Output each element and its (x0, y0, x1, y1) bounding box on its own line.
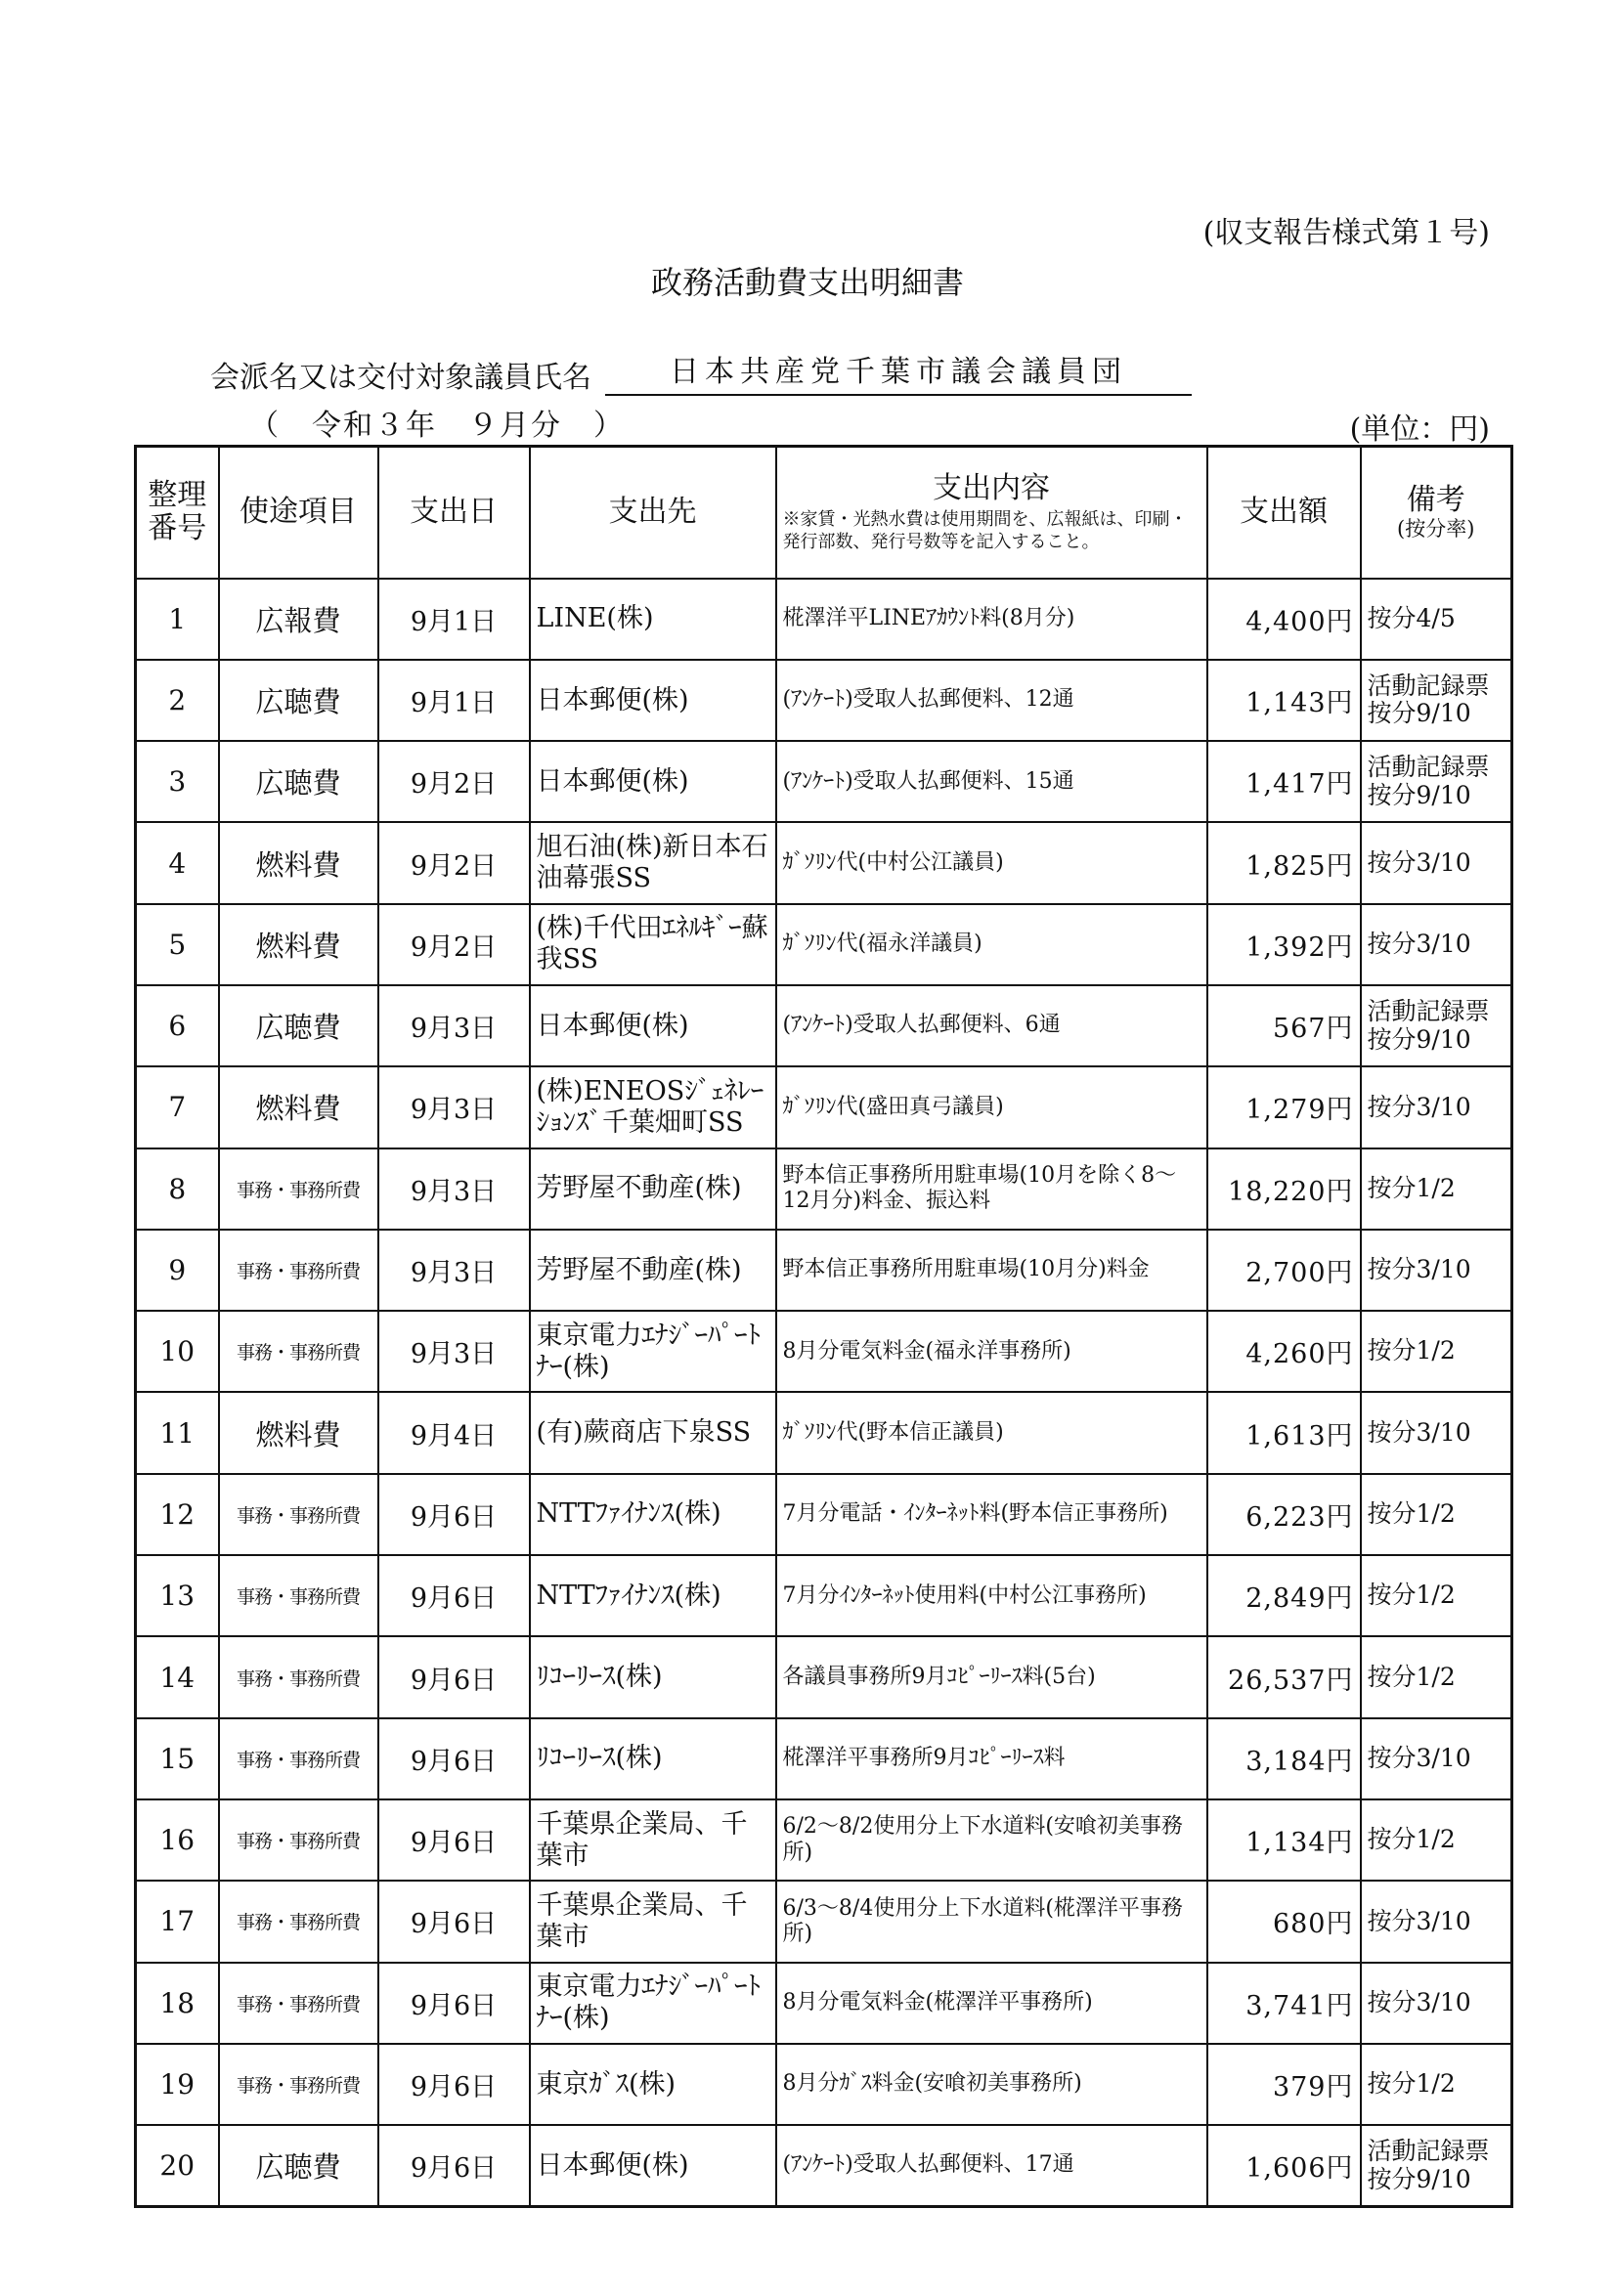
table-row (136, 1636, 1512, 1717)
row-remarks: 按分3/10 (1361, 1230, 1512, 1311)
row-content: ｶﾞｿﾘﾝ代(福永洋議員) (776, 904, 1207, 985)
col-header-remarks-label: 備考 (1406, 482, 1465, 517)
row-number: 13 (136, 1555, 219, 1636)
row-payee: 千葉県企業局、千葉市 (530, 1881, 776, 1962)
row-amount: 1,825円 (1207, 822, 1361, 903)
expense-table (134, 445, 1513, 2208)
row-content: 野本信正事務所用駐車場(10月分)料金 (776, 1230, 1207, 1311)
table-row (136, 1148, 1512, 1230)
col-header-content-label: 支出内容 (933, 470, 1050, 505)
table-row (136, 1392, 1512, 1473)
row-category: 事務・事務所費 (219, 1474, 378, 1555)
row-content: ｶﾞｿﾘﾝ代(中村公江議員) (776, 822, 1207, 903)
table-row (136, 904, 1512, 985)
row-date: 9月6日 (378, 1963, 530, 2044)
row-category: 事務・事務所費 (219, 1881, 378, 1962)
row-category: 事務・事務所費 (219, 1963, 378, 2044)
row-payee: 東京電力ｴﾅｼﾞｰﾊﾟｰﾄﾅｰ(株) (530, 1963, 776, 2044)
row-amount: 6,223円 (1207, 1474, 1361, 1555)
row-date: 9月1日 (378, 579, 530, 660)
row-content: 7月分ｲﾝﾀｰﾈｯﾄ使用料(中村公江事務所) (776, 1555, 1207, 1636)
row-number: 19 (136, 2044, 219, 2125)
currency-unit: (単位：円) (1349, 412, 1490, 447)
col-header-amount: 支出額 (1207, 447, 1361, 579)
row-remarks: 按分1/2 (1361, 1148, 1512, 1230)
row-amount: 1,134円 (1207, 1799, 1361, 1881)
row-number: 10 (136, 1311, 219, 1392)
table-row (136, 822, 1512, 903)
table-row (136, 1963, 1512, 2044)
row-content: 椛澤洋平LINEｱｶｳﾝﾄ料(8月分) (776, 579, 1207, 660)
row-date: 9月6日 (378, 2125, 530, 2206)
row-category: 事務・事務所費 (219, 1148, 378, 1230)
row-amount: 1,417円 (1207, 741, 1361, 822)
row-number: 2 (136, 660, 219, 741)
row-content: (ｱﾝｹｰﾄ)受取人払郵便料、15通 (776, 741, 1207, 822)
row-number: 20 (136, 2125, 219, 2206)
row-number: 9 (136, 1230, 219, 1311)
row-date: 9月2日 (378, 822, 530, 903)
row-payee: 千葉県企業局、千葉市 (530, 1799, 776, 1881)
table-row (136, 579, 1512, 660)
row-category: 広聴費 (219, 660, 378, 741)
row-remarks: 按分1/2 (1361, 1555, 1512, 1636)
row-category: 燃料費 (219, 822, 378, 903)
row-remarks: 按分1/2 (1361, 2044, 1512, 2125)
report-period: （ 令和３年 ９月分 ） (249, 409, 625, 443)
row-number: 16 (136, 1799, 219, 1881)
row-amount: 2,849円 (1207, 1555, 1361, 1636)
row-amount: 1,279円 (1207, 1066, 1361, 1148)
row-category: 事務・事務所費 (219, 1311, 378, 1392)
row-date: 9月6日 (378, 1718, 530, 1799)
row-category: 事務・事務所費 (219, 1555, 378, 1636)
table-row (136, 1799, 1512, 1881)
row-date: 9月6日 (378, 1636, 530, 1717)
row-content: ｶﾞｿﾘﾝ代(野本信正議員) (776, 1392, 1207, 1473)
row-amount: 18,220円 (1207, 1148, 1361, 1230)
row-content: 8月分電気料金(福永洋事務所) (776, 1311, 1207, 1392)
row-content: 椛澤洋平事務所9月ｺﾋﾟｰﾘｰｽ料 (776, 1718, 1207, 1799)
row-number: 17 (136, 1881, 219, 1962)
row-amount: 1,143円 (1207, 660, 1361, 741)
form-number: (収支報告様式第１号) (1202, 216, 1490, 250)
table-row (136, 660, 1512, 741)
row-payee: 東京ｶﾞｽ(株) (530, 2044, 776, 2125)
row-date: 9月6日 (378, 1881, 530, 1962)
row-amount: 2,700円 (1207, 1230, 1361, 1311)
row-payee: 芳野屋不動産(株) (530, 1148, 776, 1230)
row-category: 燃料費 (219, 904, 378, 985)
row-date: 9月1日 (378, 660, 530, 741)
table-header-row (136, 447, 1512, 579)
col-header-date: 支出日 (378, 447, 530, 579)
col-header-remarks-sub: (按分率) (1397, 517, 1475, 542)
table-row (136, 1230, 1512, 1311)
table-body (136, 579, 1512, 2207)
row-category: 広聴費 (219, 2125, 378, 2206)
row-payee: ﾘｺｰﾘｰｽ(株) (530, 1718, 776, 1799)
table-row (136, 1555, 1512, 1636)
table-row (136, 1311, 1512, 1392)
row-category: 事務・事務所費 (219, 1718, 378, 1799)
row-content: (ｱﾝｹｰﾄ)受取人払郵便料、17通 (776, 2125, 1207, 2206)
row-content: 7月分電話・ｲﾝﾀｰﾈｯﾄ料(野本信正事務所) (776, 1474, 1207, 1555)
row-payee: 日本郵便(株) (530, 2125, 776, 2206)
col-header-remarks (1361, 447, 1512, 579)
row-date: 9月2日 (378, 741, 530, 822)
row-remarks: 活動記録票按分9/10 (1361, 2125, 1512, 2206)
table-row (136, 1066, 1512, 1148)
row-content: (ｱﾝｹｰﾄ)受取人払郵便料、12通 (776, 660, 1207, 741)
row-date: 9月6日 (378, 1555, 530, 1636)
row-payee: 東京電力ｴﾅｼﾞｰﾊﾟｰﾄﾅｰ(株) (530, 1311, 776, 1392)
row-date: 9月6日 (378, 2044, 530, 2125)
row-payee: (株)ENEOSｼﾞｪﾈﾚｰｼｮﾝｽﾞ千葉畑町SS (530, 1066, 776, 1148)
row-amount: 1,613円 (1207, 1392, 1361, 1473)
row-amount: 680円 (1207, 1881, 1361, 1962)
row-category: 広報費 (219, 579, 378, 660)
row-number: 15 (136, 1718, 219, 1799)
table-row (136, 985, 1512, 1066)
faction-name-row (210, 347, 1192, 396)
row-number: 18 (136, 1963, 219, 2044)
row-date: 9月6日 (378, 1474, 530, 1555)
row-payee: 日本郵便(株) (530, 985, 776, 1066)
row-remarks: 按分1/2 (1361, 1799, 1512, 1881)
row-amount: 1,392円 (1207, 904, 1361, 985)
table-row (136, 741, 1512, 822)
row-remarks: 按分1/2 (1361, 1474, 1512, 1555)
row-number: 11 (136, 1392, 219, 1473)
row-category: 事務・事務所費 (219, 1799, 378, 1881)
row-payee: (有)蕨商店下泉SS (530, 1392, 776, 1473)
row-remarks: 按分3/10 (1361, 822, 1512, 903)
row-category: 広聴費 (219, 985, 378, 1066)
row-payee: 日本郵便(株) (530, 741, 776, 822)
row-content: 各議員事務所9月ｺﾋﾟｰﾘｰｽ料(5台) (776, 1636, 1207, 1717)
row-remarks: 按分1/2 (1361, 1311, 1512, 1392)
row-category: 燃料費 (219, 1392, 378, 1473)
row-amount: 3,741円 (1207, 1963, 1361, 2044)
row-remarks: 按分3/10 (1361, 904, 1512, 985)
row-number: 14 (136, 1636, 219, 1717)
row-amount: 567円 (1207, 985, 1361, 1066)
row-content: 6/3～8/4使用分上下水道料(椛澤洋平事務所) (776, 1881, 1207, 1962)
table-row (136, 1718, 1512, 1799)
row-number: 6 (136, 985, 219, 1066)
faction-name-label: 会派名又は交付対象議員氏名 (210, 361, 591, 395)
row-remarks: 按分3/10 (1361, 1392, 1512, 1473)
row-remarks: 按分3/10 (1361, 1963, 1512, 2044)
row-content: 8月分ｶﾞｽ料金(安喰初美事務所) (776, 2044, 1207, 2125)
row-date: 9月3日 (378, 1148, 530, 1230)
table-row (136, 2044, 1512, 2125)
row-amount: 3,184円 (1207, 1718, 1361, 1799)
row-remarks: 按分3/10 (1361, 1066, 1512, 1148)
col-header-content (776, 447, 1207, 579)
row-number: 4 (136, 822, 219, 903)
table-row (136, 1881, 1512, 1962)
row-amount: 379円 (1207, 2044, 1361, 2125)
row-amount: 4,260円 (1207, 1311, 1361, 1392)
row-payee: 芳野屋不動産(株) (530, 1230, 776, 1311)
row-number: 5 (136, 904, 219, 985)
row-remarks: 按分3/10 (1361, 1881, 1512, 1962)
col-header-no: 整理番号 (136, 447, 219, 579)
row-content: 野本信正事務所用駐車場(10月を除く8～12月分)料金、振込料 (776, 1148, 1207, 1230)
row-date: 9月3日 (378, 1311, 530, 1392)
row-category: 広聴費 (219, 741, 378, 822)
row-payee: 日本郵便(株) (530, 660, 776, 741)
row-remarks: 按分1/2 (1361, 1636, 1512, 1717)
row-number: 12 (136, 1474, 219, 1555)
row-amount: 26,537円 (1207, 1636, 1361, 1717)
col-header-content-note: ※家賃・光熱水費は使用期間を、広報紙は、印刷・発行部数、発行号数等を記入すること。 (782, 509, 1188, 552)
col-header-category: 使途項目 (219, 447, 378, 579)
row-date: 9月4日 (378, 1392, 530, 1473)
row-payee: (株)千代田ｴﾈﾙｷﾞｰ蘇我SS (530, 904, 776, 985)
row-amount: 4,400円 (1207, 579, 1361, 660)
row-date: 9月6日 (378, 1799, 530, 1881)
row-content: ｶﾞｿﾘﾝ代(盛田真弓議員) (776, 1066, 1207, 1148)
row-content: 8月分電気料金(椛澤洋平事務所) (776, 1963, 1207, 2044)
row-payee: ﾘｺｰﾘｰｽ(株) (530, 1636, 776, 1717)
row-payee: 旭石油(株)新日本石油幕張SS (530, 822, 776, 903)
row-number: 8 (136, 1148, 219, 1230)
row-payee: LINE(株) (530, 579, 776, 660)
row-remarks: 按分4/5 (1361, 579, 1512, 660)
row-category: 事務・事務所費 (219, 2044, 378, 2125)
table-row (136, 1474, 1512, 1555)
row-date: 9月3日 (378, 1230, 530, 1311)
row-number: 7 (136, 1066, 219, 1148)
row-date: 9月3日 (378, 985, 530, 1066)
row-remarks: 活動記録票按分9/10 (1361, 741, 1512, 822)
row-number: 1 (136, 579, 219, 660)
row-remarks: 按分3/10 (1361, 1718, 1512, 1799)
row-category: 燃料費 (219, 1066, 378, 1148)
row-content: 6/2～8/2使用分上下水道料(安喰初美事務所) (776, 1799, 1207, 1881)
col-header-payee: 支出先 (530, 447, 776, 579)
row-payee: NTTﾌｧｲﾅﾝｽ(株) (530, 1474, 776, 1555)
row-amount: 1,606円 (1207, 2125, 1361, 2206)
table-row (136, 2125, 1512, 2206)
row-category: 事務・事務所費 (219, 1636, 378, 1717)
row-content: (ｱﾝｹｰﾄ)受取人払郵便料、6通 (776, 985, 1207, 1066)
row-remarks: 活動記録票按分9/10 (1361, 985, 1512, 1066)
row-remarks: 活動記録票按分9/10 (1361, 660, 1512, 741)
row-category: 事務・事務所費 (219, 1230, 378, 1311)
row-date: 9月3日 (378, 1066, 530, 1148)
row-number: 3 (136, 741, 219, 822)
document-title: 政務活動費支出明細書 (650, 264, 964, 301)
faction-name-value: 日本共産党千葉市議会議員団 (605, 347, 1192, 396)
row-payee: NTTﾌｧｲﾅﾝｽ(株) (530, 1555, 776, 1636)
row-date: 9月2日 (378, 904, 530, 985)
